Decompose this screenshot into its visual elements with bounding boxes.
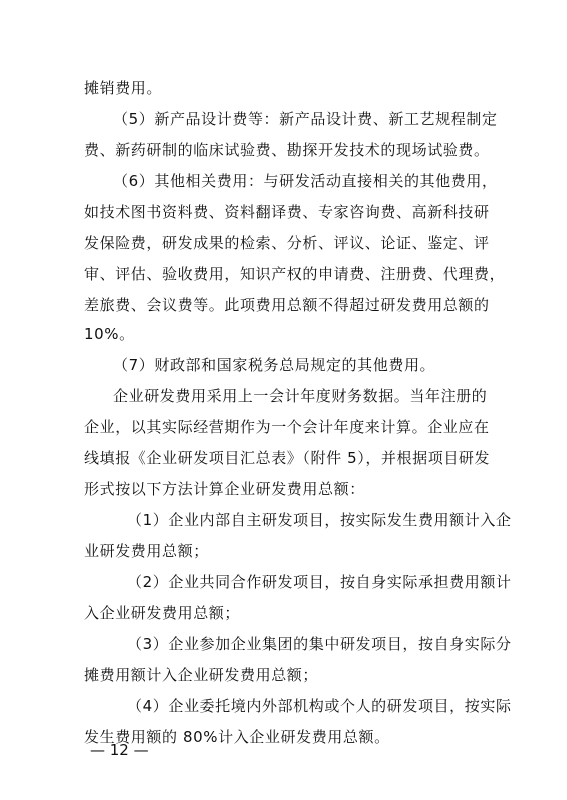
text-line-13: 线填报《企业研发项目汇总表》（附件 5），并根据项目研发	[84, 449, 491, 467]
text-line-9: 10%。	[84, 325, 135, 343]
page-number: — 12 —	[90, 741, 149, 759]
text-line-10: （7）财政部和国家税务总局规定的其他费用。	[113, 356, 436, 374]
text-line-3: 费、新药研制的临床试验费、勘探开发技术的现场试验费。	[84, 141, 490, 159]
text-line-4: （6）其他相关费用：与研发活动直接相关的其他费用，	[113, 172, 498, 190]
text-line-11: 企业研发费用采用上一会计年度财务数据。当年注册的	[113, 387, 488, 405]
text-line-14: 形式按以下方法计算企业研发费用总额：	[84, 480, 365, 498]
text-line-16: 业研发费用总额；	[84, 542, 209, 560]
text-line-12: 企业，以其实际经营期作为一个会计年度来计算。企业应在	[84, 418, 490, 436]
text-line-5: 如技术图书资料费、资料翻译费、专家咨询费、高新科技研	[84, 203, 490, 221]
text-line-18: 入企业研发费用总额；	[84, 604, 241, 622]
text-line-6: 发保险费，研发成果的检索、分析、评议、论证、鉴定、评	[84, 234, 490, 252]
text-line-8: 差旅费、会议费等。此项费用总额不得超过研发费用总额的	[84, 296, 490, 314]
text-line-21: （4）企业委托境内外部机构或个人的研发项目，按实际	[127, 697, 512, 715]
text-line-20: 摊费用额计入企业研发费用总额；	[84, 666, 319, 684]
text-line-7: 审、评估、验收费用，知识产权的申请费、注册费、代理费，	[84, 265, 506, 283]
text-line-22: 发生费用额的 80%计入企业研发费用总额。	[84, 728, 390, 746]
text-line-1: 摊销费用。	[84, 79, 163, 97]
text-line-15: （1）企业内部自主研发项目，按实际发生费用额计入企	[127, 511, 512, 529]
text-line-2: （5）新产品设计费等：新产品设计费、新工艺规程制定	[113, 110, 498, 128]
text-line-17: （2）企业共同合作研发项目，按自身实际承担费用额计	[127, 573, 512, 591]
text-line-19: （3）企业参加企业集团的集中研发项目，按自身实际分	[127, 635, 512, 653]
